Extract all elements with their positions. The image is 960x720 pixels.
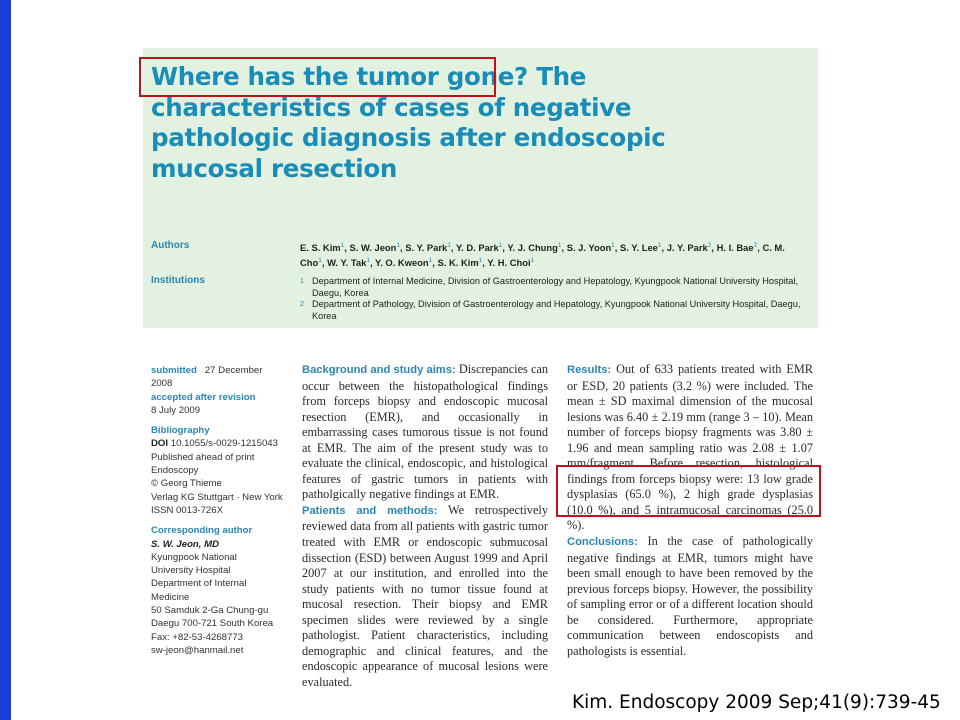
results-heading: Results: xyxy=(567,364,612,376)
bibliography-line: ISSN 0013-726X xyxy=(151,504,223,516)
address-line: 50 Samduk 2-Ga Chung-gu xyxy=(151,605,269,617)
author-affiliation: 1 xyxy=(318,256,322,264)
results-highlight-box xyxy=(556,465,821,517)
author-affiliation: 1 xyxy=(611,242,615,249)
accepted-date: 8 July 2009 xyxy=(151,404,201,416)
authors-label: Authors xyxy=(151,240,190,251)
author-affiliation: 2 xyxy=(753,242,758,249)
address-line: Medicine xyxy=(151,591,190,603)
citation-text: Kim. Endoscopy 2009 Sep;41(9):739-45 xyxy=(572,692,941,713)
doi-label: DOI xyxy=(151,438,169,450)
author-affiliation: 1 xyxy=(340,242,345,249)
bibliography-line: Endoscopy xyxy=(151,465,199,477)
author-name: W. Y. Tak xyxy=(327,256,367,268)
bibliography-label: Bibliography xyxy=(151,425,210,437)
fax-line: Fax: +82-53-4268773 xyxy=(151,631,244,643)
author-name: S. Y. Park xyxy=(405,242,448,254)
conclusions-section xyxy=(567,534,813,659)
conclusions-heading: Conclusions: xyxy=(567,536,638,549)
author-affiliation: 1 xyxy=(498,242,503,249)
author-affiliation: 1 xyxy=(366,256,370,264)
address-line: University Hospital xyxy=(151,565,231,577)
methods-heading: Patients and methods: xyxy=(302,504,438,517)
bibliography-line: Verlag KG Stuttgart · New York xyxy=(151,491,283,503)
institution-text: Department of Pathology, Division of Gastroenterology and Hepatology, Kyungpook National University Hospital, Daegu, Korea xyxy=(312,299,801,321)
results-text: Out of 633 patients treated with EMR or ESD, 20 patients (3.2 %) were included. The mean ± SD maximal dimension of the mucosal lesions was 6.40 ± 2.19 mm (range 3 – 10). Mean number of forceps biopsy fragments was 3.80 ± 1.96 and mean sampling ratio was 2.08 ± 1.07 mm/fragment. Before resection, histological findings from forceps biopsy were: 13 low grade dysplasias (65.0 %), 2 high grade dysplasias (10.0 %), and 5 intramucosal carcinomas (25.0 %). xyxy=(567,362,813,533)
author-name: H. I. Bae xyxy=(716,242,754,254)
submitted-year: 2008 xyxy=(151,378,173,390)
institution-item xyxy=(300,299,810,322)
author-affiliation: 1 xyxy=(657,242,662,249)
institution-item xyxy=(300,276,810,299)
author-name: S. K. Kim xyxy=(437,256,479,268)
author-affiliation: 1 xyxy=(447,242,451,249)
corresponding-author-label: Corresponding author xyxy=(151,525,253,537)
bibliography-line: Published ahead of print xyxy=(151,451,255,463)
article-sidebar xyxy=(151,364,291,657)
author-affiliation: 1 xyxy=(428,256,433,264)
author-name: S. W. Jeon xyxy=(349,242,397,254)
address-line: Daegu 700-721 South Korea xyxy=(151,618,274,630)
left-accent-bar xyxy=(0,0,11,720)
title-highlight-box xyxy=(139,57,496,97)
author-affiliation: 1 xyxy=(478,256,483,264)
institution-number: 2 xyxy=(300,301,304,308)
submitted-label: submitted xyxy=(151,365,197,376)
institution-number: 1 xyxy=(300,278,304,285)
methods-text: We retrospectively reviewed data from all patients with gastric tumor treated with EMR or endoscopic submucosal dissection (ESD) between August 1999 and April 2007 at our institution, and enrolled into the study patients with no tumor tissue found at mucosal resection. Their biopsy and EMR specimen slides were reviewed by a single pathologist. Patient characteristics, including demographic and clinical features, and the endoscopic appearance of mucosal lesions were evaluated. xyxy=(302,502,548,689)
institutions-list xyxy=(300,276,810,322)
author-name: C. M. Cho xyxy=(300,242,785,268)
bibliography-line: © Georg Thieme xyxy=(151,478,222,490)
background-section xyxy=(302,362,548,503)
accepted-label: accepted after revision xyxy=(151,391,256,403)
abstract-column-1 xyxy=(302,362,548,690)
institution-text: Department of Internal Medicine, Division of Gastroenterology and Hepatology, Kyungpook National University Hospital, Daegu, Korea xyxy=(312,276,798,298)
methods-section xyxy=(302,503,548,691)
address-line: Kyungpook National xyxy=(151,551,237,563)
institutions-label: Institutions xyxy=(151,275,205,286)
submitted-date: 27 December xyxy=(204,365,263,376)
author-name: S. Y. Lee xyxy=(620,242,658,254)
author-name: Y. H. Choi xyxy=(487,256,531,268)
conclusions-text: In the case of pathologically negative findings at EMR, tumors might have been small enough to have been removed by the previous forceps biopsy. However, the possibility of sampling error or of a different location should be considered. Furthermore, appropriate communication between endoscopists and pathologists is essential. xyxy=(567,534,813,658)
background-heading: Background and study aims: xyxy=(302,364,456,376)
authors-list: E. S. Kim$^1$, S. W. Jeon$^1$, S. Y. Park$^1$, Y. D. Park$^1$, Y. J. Chung$^1$, S. J. Yoon$^1$, S. Y. Lee$^1$, J. Y. Park$^2$, H. I. Bae$^2$, C. M. Cho$^1$, W. Y. Tak$^1$, Y. O. Kweon$^1$, S. K. Kim$^1$, Y. H. Choi$^1$ xyxy=(300,242,785,268)
email-line: sw-jeon@hanmail.net xyxy=(151,644,244,656)
address-line: Department of Internal xyxy=(151,578,247,590)
author-name: Y. J. Chung xyxy=(507,242,558,254)
author-name: E. S. Kim xyxy=(300,242,341,254)
author-affiliation: 2 xyxy=(707,242,712,249)
author-affiliation: 1 xyxy=(557,242,562,249)
article-title: Where has the tumor gone? The characteristics of cases of negative pathologic diagnosis after endoscopic mucosal resection xyxy=(151,62,666,183)
author-name: S. J. Yoon xyxy=(566,242,612,254)
author-affiliation: 1 xyxy=(530,256,535,264)
author-affiliation: 1 xyxy=(396,242,400,249)
corresponding-author-name: S. W. Jeon, MD xyxy=(151,538,220,550)
doi-value: 10.1055/s-0029-1215043 xyxy=(170,438,278,450)
author-name: Y. O. Kweon xyxy=(375,256,429,268)
author-name: J. Y. Park xyxy=(666,242,708,254)
background-text: Discrepancies can occur between the histopathological findings from forceps biopsy and endoscopic mucosal resection (EMR), and occasionally in embarrassing cases tumorous tissue is not found at EMR. The aim of the present study was to evaluate the clinical, endoscopic, and histological features of gastric tumors in patients with patholgically negative findings at EMR. xyxy=(302,362,549,502)
author-name: Y. D. Park xyxy=(455,242,499,254)
